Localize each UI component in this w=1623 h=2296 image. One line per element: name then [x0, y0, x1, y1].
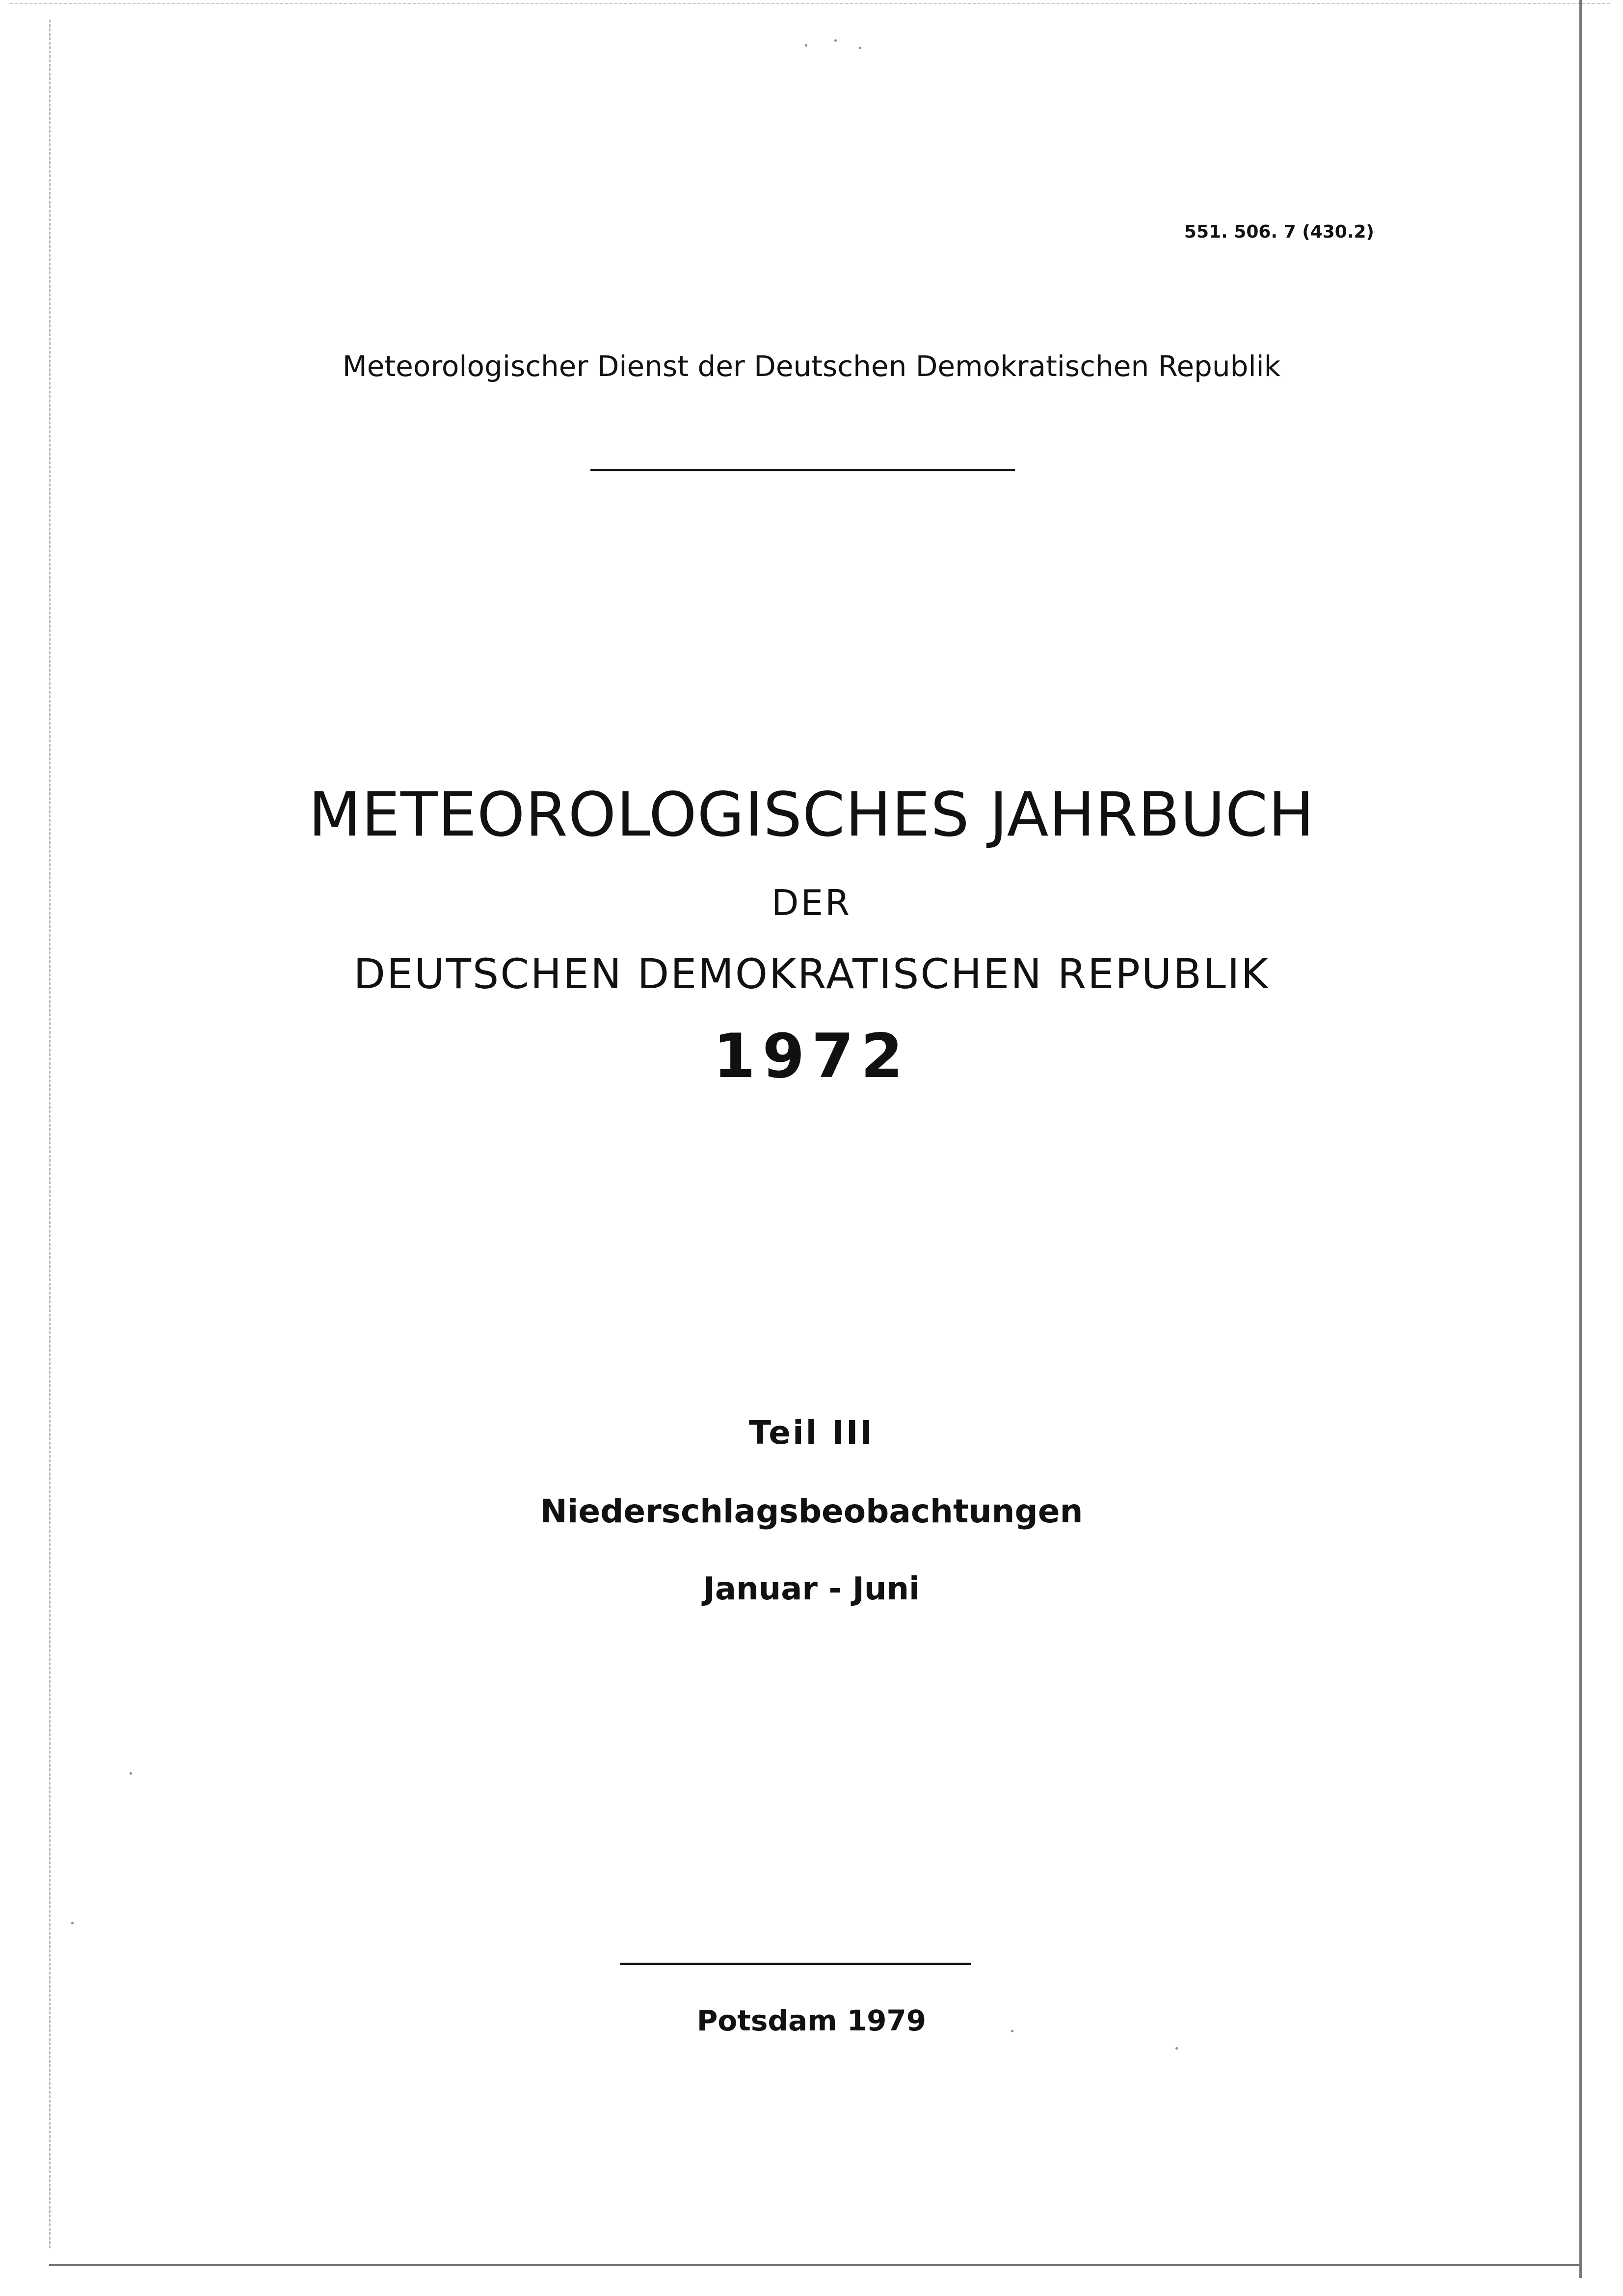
scan-speck [130, 1772, 132, 1775]
top-divider [590, 469, 1015, 471]
bottom-divider [620, 1963, 971, 1965]
title-connector: DER [772, 882, 851, 923]
yearbook-year: 1972 [713, 1021, 910, 1092]
yearbook-title: METEOROLOGISCHES JAHRBUCH [308, 780, 1315, 850]
scan-speck [71, 1922, 74, 1924]
country-name: DEUTSCHEN DEMOKRATISCHEN REPUBLIK [353, 950, 1270, 998]
classification-number: 551. 506. 7 (430.2) [1184, 222, 1374, 242]
scan-speck [859, 47, 861, 49]
scan-speck [1175, 2047, 1178, 2050]
institution-name: Meteorologischer Dienst der Deutschen Demokratischen Republik [342, 350, 1281, 383]
coverage-period: Januar - Juni [703, 1571, 920, 1607]
part-number: Teil III [749, 1414, 874, 1452]
scan-edge-bottom [49, 2264, 1580, 2266]
publication-place-date: Potsdam 1979 [696, 2004, 927, 2037]
scan-speck [834, 39, 837, 42]
subject-title: Niederschlagsbeobachtungen [540, 1492, 1083, 1530]
scan-edge-top [10, 3, 1610, 4]
scan-edge-right [1579, 0, 1582, 2278]
scan-speck [805, 44, 807, 47]
